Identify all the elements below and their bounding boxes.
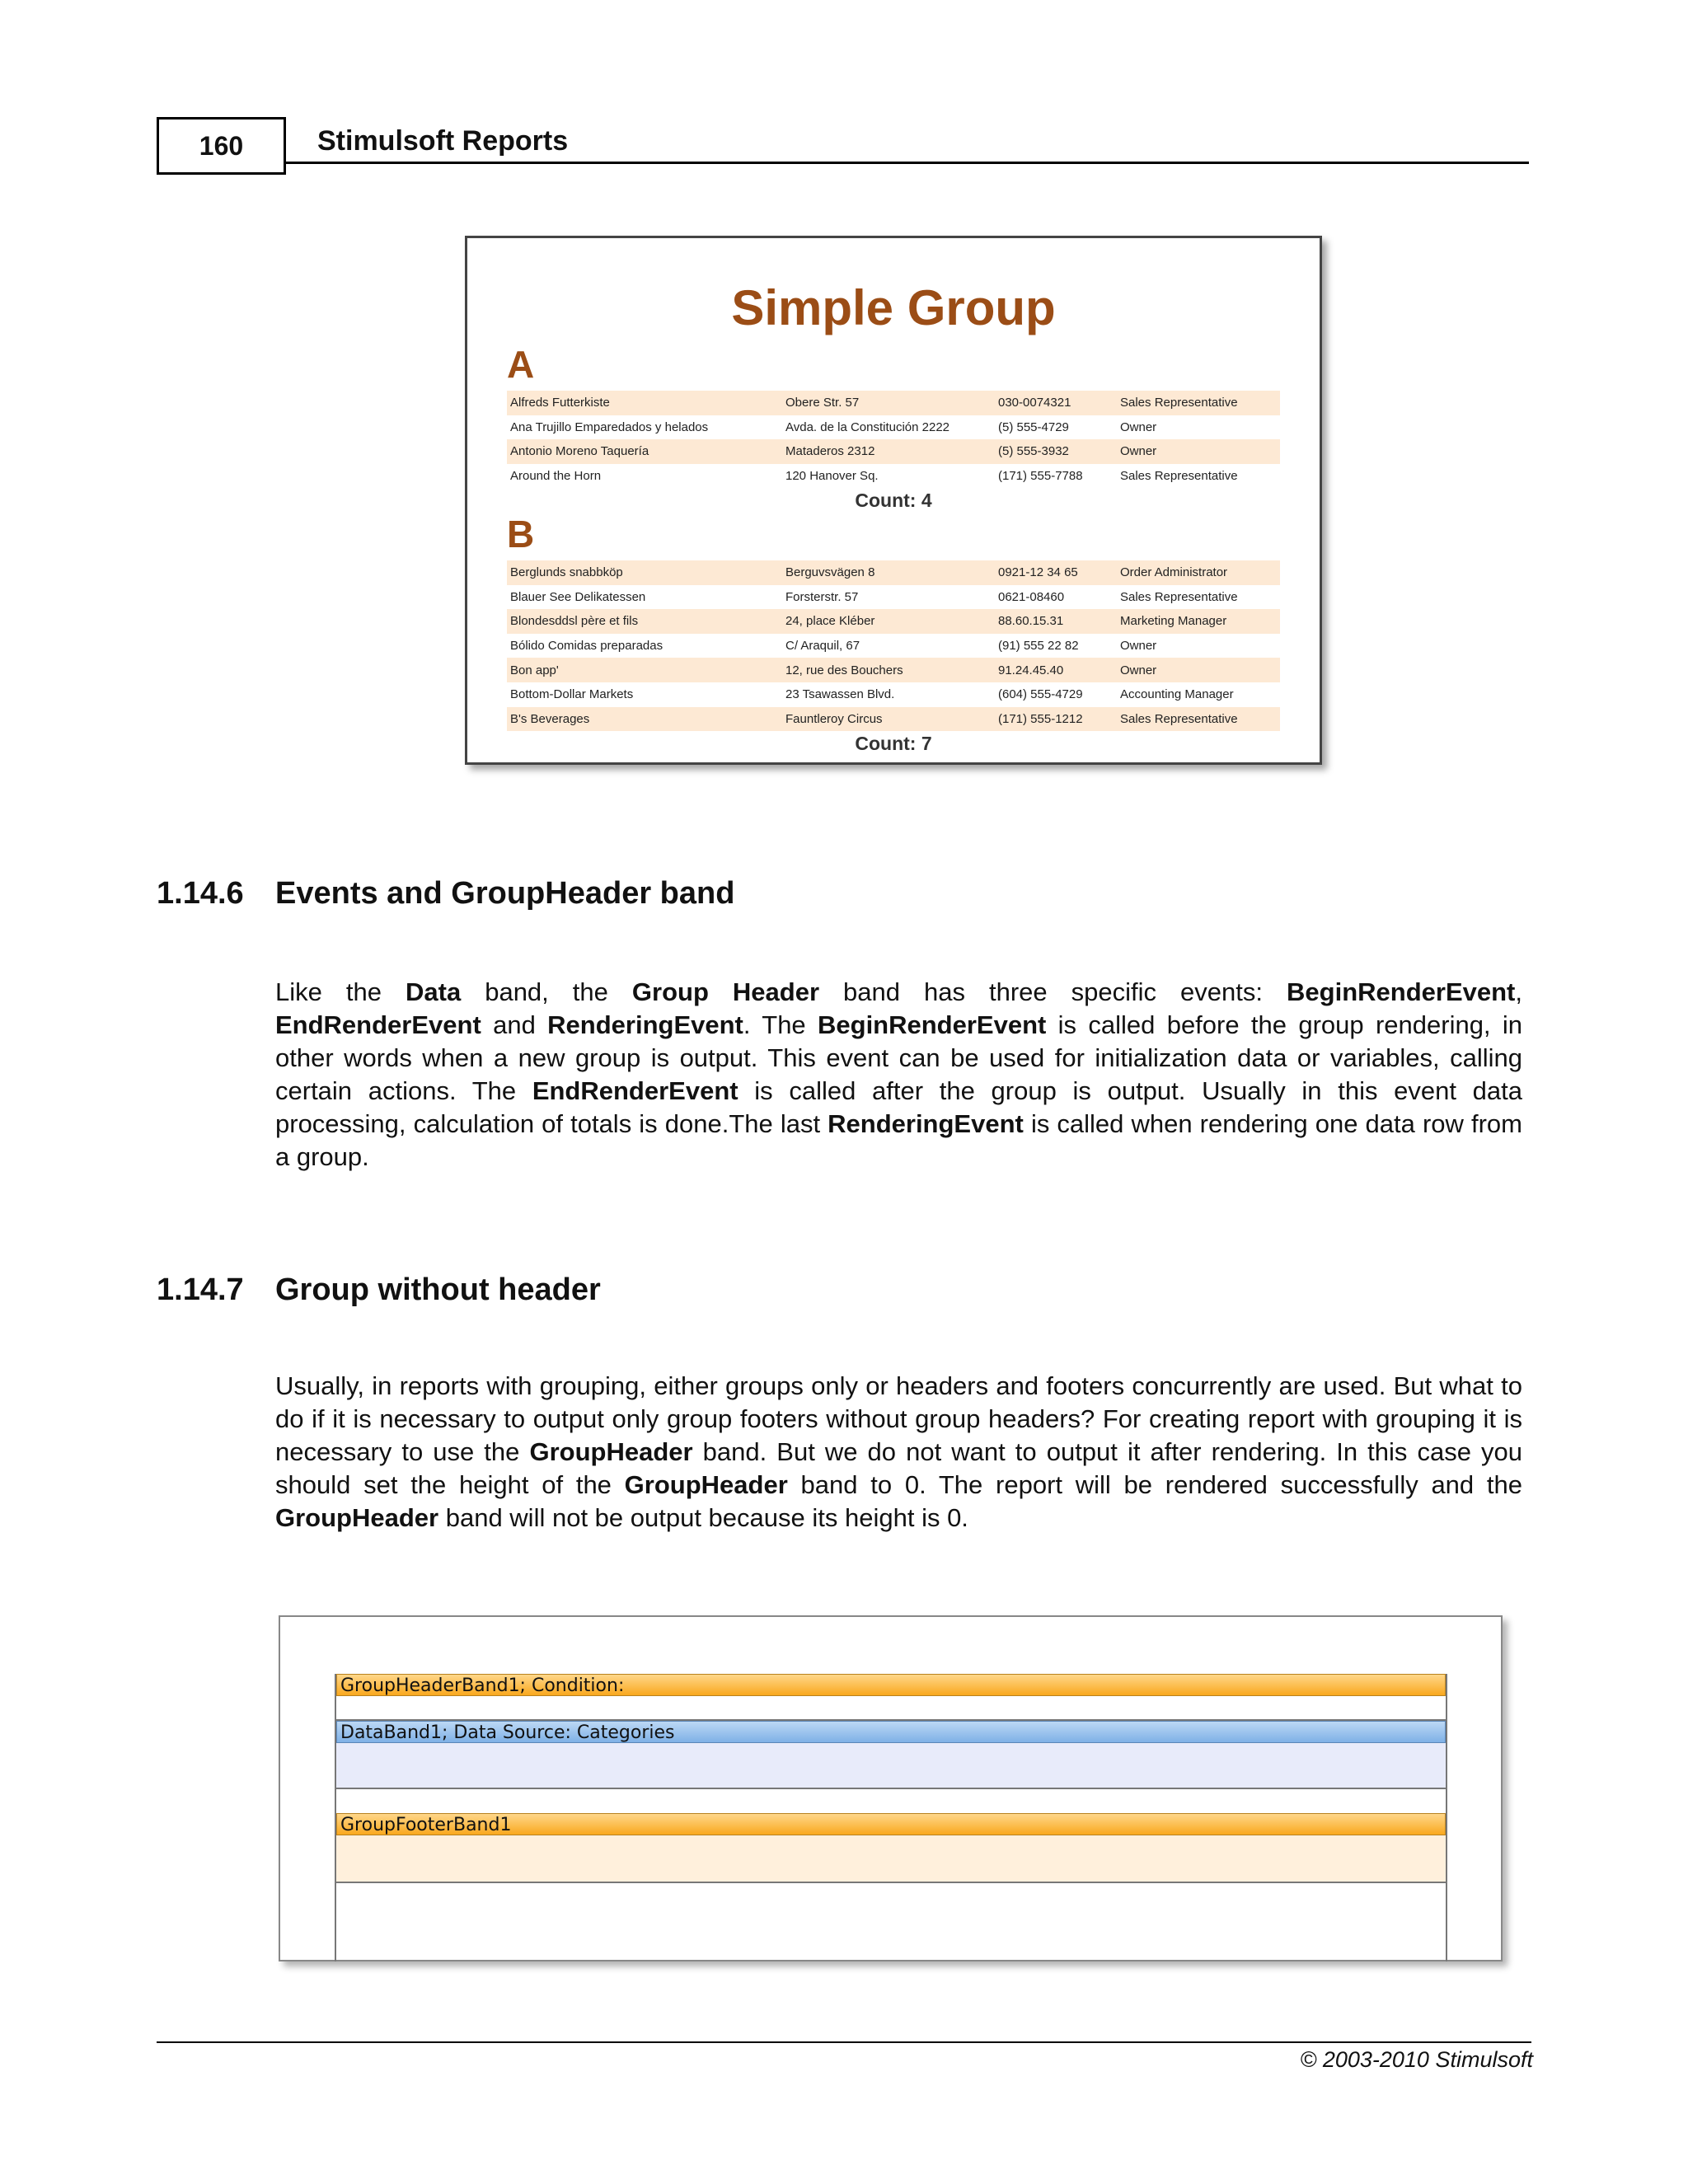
footer-rule [157, 2041, 1531, 2043]
copyright: © 2003-2010 Stimulsoft [1300, 2047, 1533, 2072]
table-row: Bon app' 12, rue des Bouchers 91.24.45.40 Owner [507, 658, 1280, 682]
group-a-count: Count: 4 [855, 490, 932, 511]
group-b-rows [507, 560, 1280, 731]
data-band: DataBand1; Data Source: Categories [336, 1721, 1446, 1743]
section2-paragraph: Usually, in reports with grouping, either groups only or headers and footers concurrently are used. But what to do if it is necessary to output only group footers without group headers? For creating report with grouping it is necessary to use the GroupHeader band. But we do not want to output it after rendering. In this case you should set the height of the GroupHeader band to 0. The report will be rendered successfully and the GroupHeader band will not be output because its height is 0. [275, 1371, 1523, 1532]
group-letter-b: B [507, 513, 535, 555]
group-a-rows [507, 391, 1280, 488]
designer-page [335, 1674, 1447, 1961]
section1-paragraph: Like the Data band, the Group Header band has three specific events: BeginRenderEvent, EndRenderEvent and RenderingEvent. The BeginRenderEvent is called before the group rendering, in other words when a new group is output. This event can be used for initialization data or variables, calling certain actions. The EndRenderEvent is called after the group is output. Usually in this event data processing, calculation of totals is done.The last RenderingEvent is called when rendering one data row from a group. [275, 977, 1522, 1171]
table-row: Around the Horn 120 Hanover Sq. (171) 555-7788 Sales Representative [510, 469, 1238, 484]
page-number: 160 [157, 117, 286, 175]
table-row: Blondesddsl père et fils 24, place Kléber 88.60.15.31 Marketing Manager [507, 609, 1280, 634]
header-rule [286, 162, 1529, 164]
table-row: Blauer See Delikatessen Forsterstr. 57 0621-08460 Sales Representative [510, 589, 1238, 604]
group-footer-band-body [336, 1835, 1446, 1883]
table-row: B's Beverages Fauntleroy Circus (171) 555-1212 Sales Representative [507, 707, 1280, 732]
section-title: Group without header [275, 1272, 601, 1307]
table-row: Bottom-Dollar Markets 23 Tsawassen Blvd. (604) 555-4729 Accounting Manager [510, 687, 1234, 702]
report-title: Simple Group [731, 280, 1056, 335]
group-footer-band: GroupFooterBand1 [336, 1813, 1446, 1835]
report-designer-image [279, 1615, 1503, 1961]
table-row: Ana Trujillo Emparedados y helados Avda. de la Constitución 2222 (5) 555-4729 Owner [510, 419, 1157, 434]
group-header-band-body [336, 1696, 1446, 1721]
running-title: Stimulsoft Reports [317, 125, 569, 157]
section-number: 1.14.7 [157, 1272, 244, 1307]
report-preview-image [465, 236, 1322, 765]
group-header-band: GroupHeaderBand1; Condition: [336, 1674, 1446, 1696]
section-title: Events and GroupHeader band [275, 876, 735, 911]
table-row: Alfreds Futterkiste Obere Str. 57 030-0074321 Sales Representative [507, 391, 1280, 415]
group-b-count: Count: 7 [855, 733, 932, 754]
table-row: Berglunds snabbköp Berguvsvägen 8 0921-12 34 65 Order Administrator [507, 560, 1280, 585]
group-letter-a: A [507, 343, 535, 386]
data-band-body [336, 1743, 1446, 1789]
section-number: 1.14.6 [157, 876, 244, 911]
table-row: Antonio Moreno Taquería Mataderos 2312 (5) 555-3932 Owner [507, 439, 1280, 464]
table-row: Bólido Comidas preparadas C/ Araquil, 67 (91) 555 22 82 Owner [510, 639, 1157, 654]
